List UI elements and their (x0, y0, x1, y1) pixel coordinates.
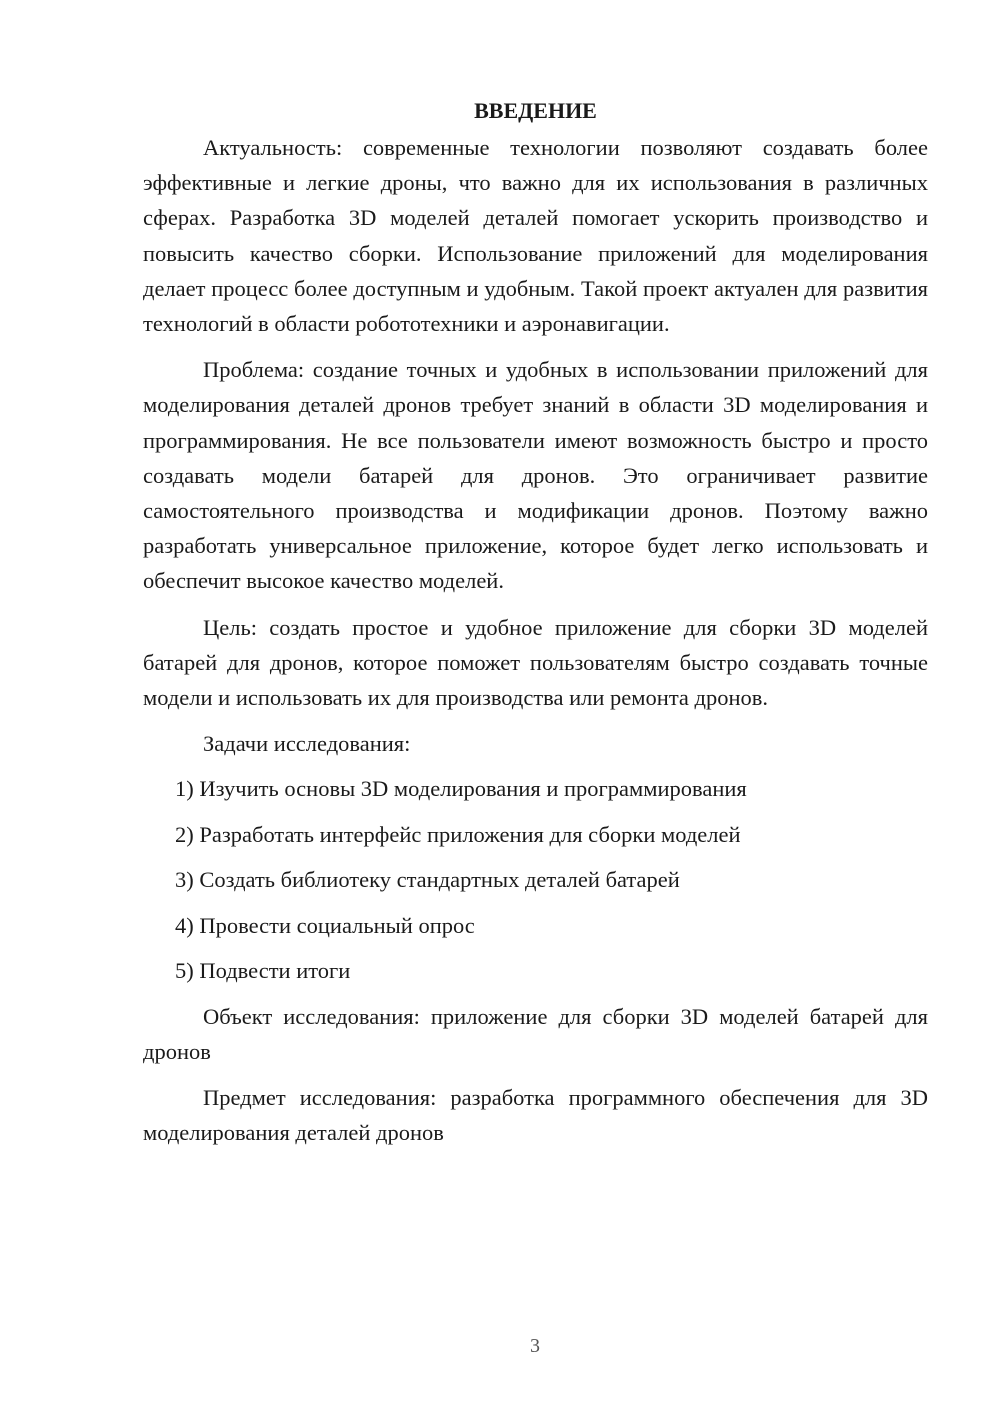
task-item: 5) Подвести итоги (175, 958, 351, 984)
subject-paragraph: Предмет исследования: разработка программного обеспечения для 3D моделирования деталей дронов (143, 1085, 928, 1146)
problem-paragraph: Проблема: создание точных и удобных в использовании приложений для моделирования деталей дронов требует знаний в области 3D моделирования и программирования. Не все пользователи имеют возможность быстро и просто создавать модели батарей для дронов. Это ограничивает развитие самостоятельного производства и модификации дронов. Поэтому важно разработать универсальное приложение, которое будет легко использовать и обеспечит высокое качество моделей. (143, 357, 928, 594)
page-number: 3 (530, 1335, 540, 1357)
tasks-heading: Задачи исследования: (203, 731, 411, 757)
task-item: 4) Провести социальный опрос (175, 912, 475, 938)
task-item: 3) Создать библиотеку стандартных деталей батарей (175, 867, 680, 893)
object-paragraph: Объект исследования: приложение для сборки 3D моделей батарей для дронов (143, 1003, 928, 1064)
goal-paragraph: Цель: создать простое и удобное приложение для сборки 3D моделей батарей для дронов, которое поможет пользователям быстро создавать точные модели и использовать их для производства или ремонта дронов. (143, 614, 928, 711)
tasks-list (143, 771, 928, 988)
document-page (143, 96, 928, 1162)
task-item: 2) Разработать интерфейс приложения для сборки моделей (175, 821, 741, 847)
section-title: ВВЕДЕНИЕ (474, 98, 597, 123)
task-item: 1) Изучить основы 3D моделирования и программирования (175, 776, 747, 802)
relevance-paragraph: Актуальность: современные технологии позволяют создавать более эффективные и легкие дроны, что важно для их использования в различных сферах. Разработка 3D моделей деталей помогает ускорить производство и повысить качество сборки. Использование приложений для моделирования делает процесс более доступным и удобным. Такой проект актуален для развития технологий в области робототехники и аэронавигации. (143, 135, 928, 337)
